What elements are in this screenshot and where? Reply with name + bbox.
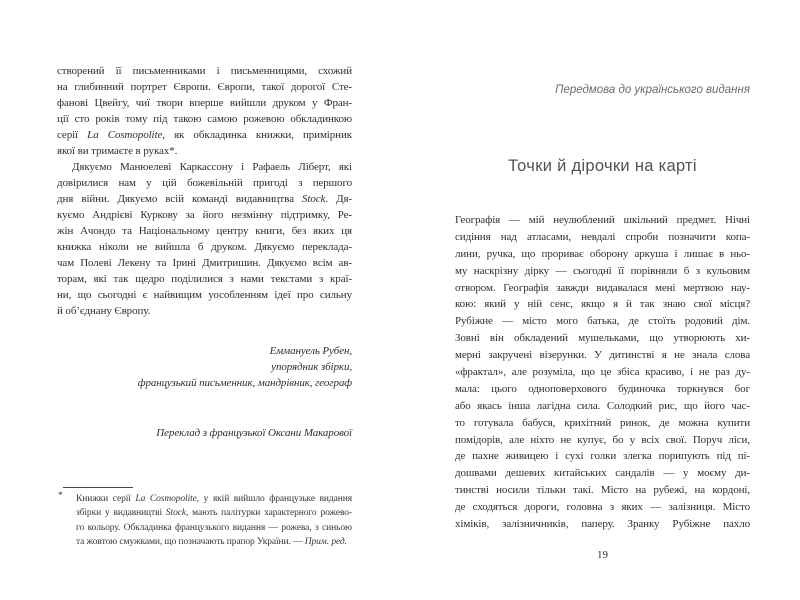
text-line: дня війни. Дякуємо всій команді видавництва Stock. Дя- <box>57 193 352 205</box>
text-line: Книжки серії La Cosmopolite, у якій вийшло французьке видання <box>76 494 352 504</box>
text-line: му наскрізну дірку — сьогодні її порівняли б з кульовим <box>455 264 750 277</box>
text-line: Еммануель Рубен, <box>269 345 352 357</box>
text-line: тинстві носили тільки такі. Місто на рубежі, на кордоні, <box>455 484 750 497</box>
author-signature-block <box>57 343 352 391</box>
text-line: то готувала бабуся, крихітний ринок, де можна купити <box>455 416 750 429</box>
text-line: створений її письменниками і письменницями, схожий <box>57 65 352 77</box>
text-line: або якась інша лагідна сила. Солодкий рис, що його час- <box>455 399 750 412</box>
chapter-title: Точки й дірочки на карті <box>508 157 697 175</box>
text-line: чам Полеві Лекену та Ірині Дмитришин. Дякуємо всім ав- <box>57 257 352 269</box>
text-line: серії La Cosmopolite, як обкладинка книжки, примірник <box>57 129 352 141</box>
chapter-opening-paragraph <box>455 212 750 313</box>
paragraph-continuation <box>57 63 352 159</box>
text-line: французький письменник, мандрівник, географ <box>137 377 352 389</box>
text-line: го кольору. Обкладинка французького видання — рожева, з синьою <box>76 522 352 533</box>
text-line: упорядник збірки, <box>271 361 352 373</box>
text-line: де пахне живицею і сухі голки злегка порипують під пі- <box>455 450 750 463</box>
footnote-text <box>76 492 352 549</box>
right-page <box>455 212 750 533</box>
text-line: довірилися нам у цій божевільній пригоді з першого <box>57 177 352 189</box>
footnote-divider <box>63 487 133 488</box>
text-line: Дякуємо Манюелеві Каркассону і Рафаель Ліберт, які <box>72 161 352 173</box>
text-line: якої ви тримаєте в руках*. <box>57 145 178 157</box>
text-line: фанові Цвейгу, чиї твори вперше вийшли друком у Фран- <box>57 97 352 109</box>
translation-credit: Переклад з французької Оксани Макарової <box>156 427 352 439</box>
text-line: торам, які так щедро поділилися з нами текстами з краї- <box>57 273 352 285</box>
text-line: ції сто років тому під такою самою рожевою обкладинкою <box>57 113 352 125</box>
running-head: Передмова до українського видання <box>555 84 750 96</box>
text-line: куємо Андрієві Куркову за його незмінну підтримку, Ре- <box>57 209 352 221</box>
text-line: мерні закручені візерунки. У дитинстві я не знала слова <box>455 349 750 362</box>
page-number: 19 <box>597 549 608 561</box>
text-line: на глибинний портрет Європи. Європи, такої дорогої Сте- <box>57 81 352 93</box>
text-line: дошвами дешевих китайських сандалів — у моєму ди- <box>455 467 750 480</box>
text-line: ни, що сьогодні є найвищим уособленням ідеї про сильну <box>57 289 352 301</box>
text-line: кою: який у ній сенс, якщо я й так знаю свої місця? <box>455 298 750 311</box>
text-line: й об’єднану Європу. <box>57 305 151 317</box>
footnote-marker: * <box>58 491 63 501</box>
text-line: Географія — мій неулюблений шкільний предмет. Нічні <box>455 214 750 226</box>
text-line: сидіння над атласами, невдалі спроби позначити копа- <box>455 230 750 243</box>
text-line: хіміків, залізничників, паперу. Зранку Рубіжне пахло <box>455 518 750 531</box>
acknowledgements-paragraph <box>57 159 352 319</box>
text-line: «фрактал», але розуміла, що це збіса красиво, і не раз ду- <box>455 366 750 379</box>
text-line: Зовні він обкладений мушельками, що утворюють хи- <box>455 332 750 345</box>
text-line: отвором. Географія завжди видавалася мені мертвою нау- <box>455 281 750 294</box>
text-line: лини, ручка, що прориває оборону аркуша і лишає в ньо- <box>455 247 750 260</box>
text-line: Рубіжне — місто мого батька, де стоїть родовий дім. <box>455 315 750 328</box>
text-line: збірки у видавництві Stock, мають палітурки характерного рожево- <box>76 508 352 519</box>
text-line: де сходяться дороги, головна з яких — залізниця. Місто <box>455 501 750 514</box>
text-line: помідорів, але ніхто не купує, бо у всіх свої. Поруч ліси, <box>455 433 750 446</box>
text-line: мала: цього одноповерхового будиночка торкнувся бог <box>455 382 750 395</box>
body-paragraph <box>455 313 750 533</box>
text-line: та жовтою смужками, що позначають прапор України. — Прим. ред. <box>76 536 347 547</box>
footnote <box>57 492 352 549</box>
left-page <box>57 63 352 549</box>
text-line: книжка ніколи не вийшла б друком. Дякуємо переклада- <box>57 241 352 253</box>
text-line: жін Ачондо та Національному центру книги, без яких ця <box>57 225 352 237</box>
